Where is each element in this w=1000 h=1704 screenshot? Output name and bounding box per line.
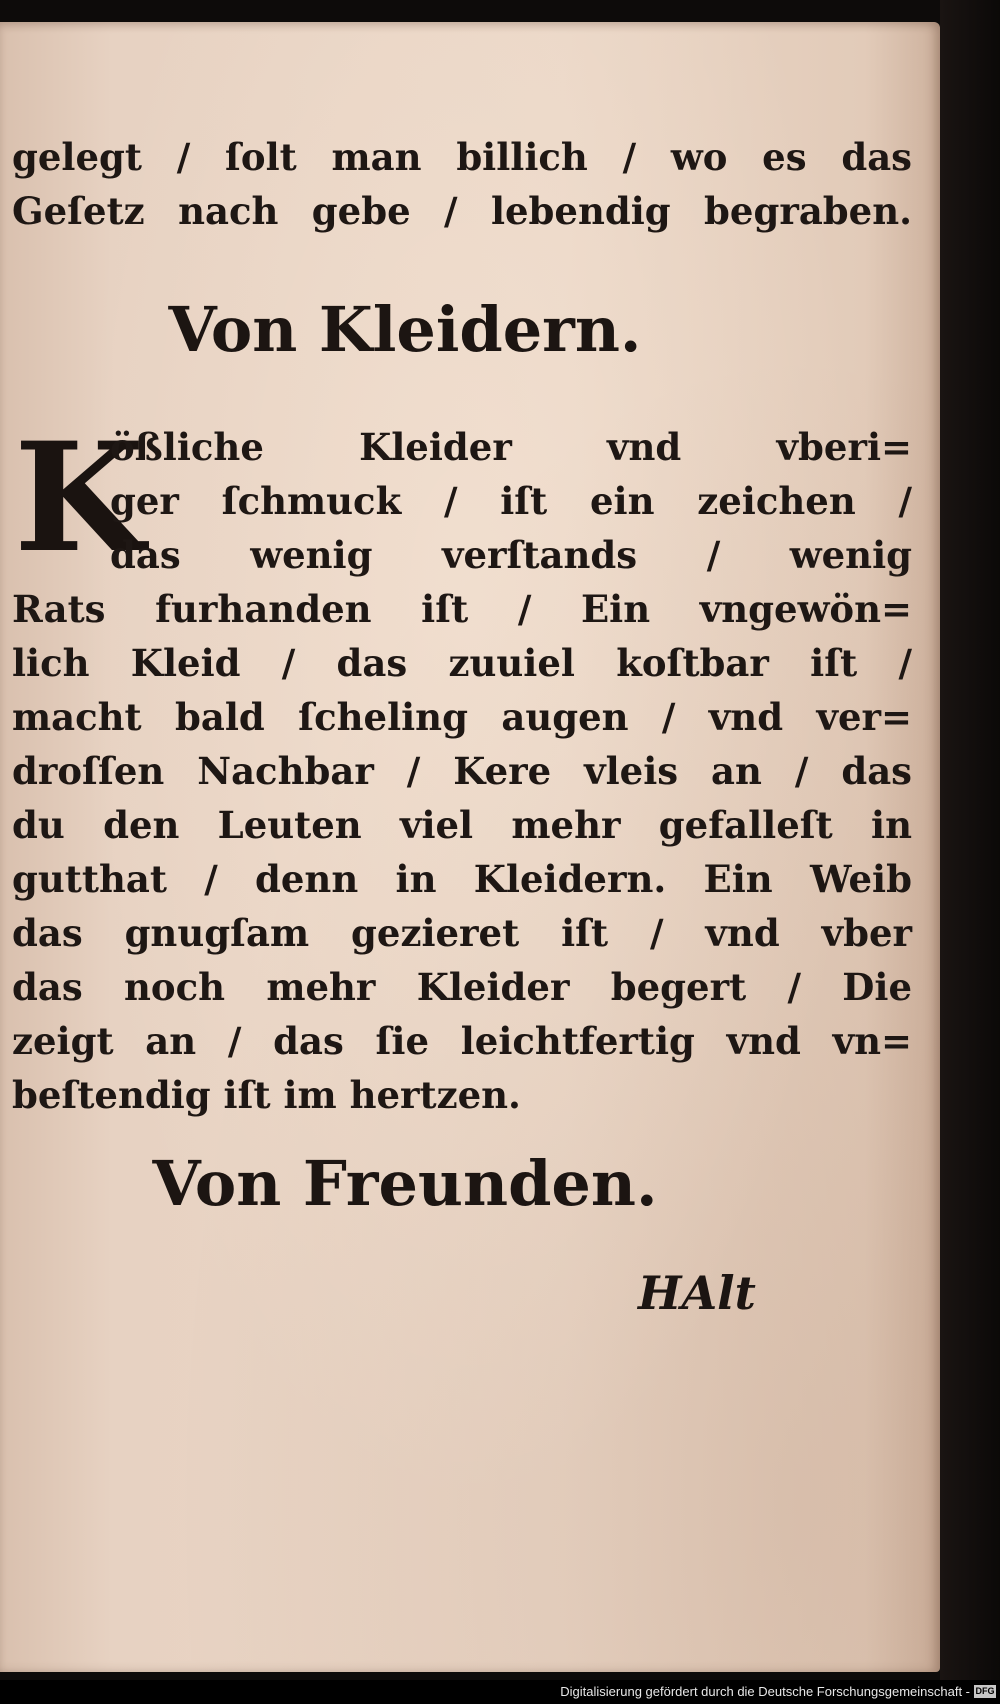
- scan-right-edge: [940, 0, 1000, 1680]
- footer-credit: Digitalisierung gefördert durch die Deutsche Forschungsgemeinschaft -: [560, 1684, 970, 1699]
- drop-cap-initial: K: [14, 410, 145, 586]
- section-heading-freunden: Von Freunden.: [152, 1147, 658, 1220]
- text-line: lich Kleid / das zuuiel koſtbar iſt /: [12, 641, 912, 685]
- text-line: gutthat / denn in Kleidern. Ein Weib: [12, 857, 912, 901]
- catchword: HAlt: [638, 1266, 756, 1320]
- continued-text: [12, 130, 912, 238]
- text-line: gelegt / ſolt man billich / wo es das: [12, 135, 912, 179]
- book-page: [0, 22, 940, 1672]
- text-line: ger ſchmuck / iſt ein zeichen /: [110, 479, 912, 523]
- dfg-logo: DFG: [975, 1686, 995, 1696]
- paragraph-kleidern: [12, 410, 912, 1122]
- text-line: das gnugſam gezieret iſt / vnd vber: [12, 911, 912, 955]
- text-line: Rats furhanden iſt / Ein vngewön=: [12, 587, 912, 631]
- text-line: das wenig verſtands / wenig: [110, 533, 912, 577]
- text-line: Geſetz nach gebe / lebendig begraben.: [12, 189, 912, 233]
- text-line: droſſen Nachbar / Kere vleis an / das: [12, 749, 912, 793]
- text-line: du den Leuten viel mehr gefalleſt in: [12, 803, 912, 847]
- section-heading-kleidern: Von Kleidern.: [168, 293, 642, 366]
- text-line: das noch mehr Kleider begert / Die: [12, 965, 912, 1009]
- text-line: ößliche Kleider vnd vberi=: [110, 425, 912, 469]
- footer-bar: [0, 1680, 1000, 1704]
- text-line: beſtendig iſt im hertzen.: [12, 1073, 521, 1117]
- text-line: zeigt an / das ſie leichtfertig vnd vn=: [12, 1019, 912, 1063]
- text-line: macht bald ſcheling augen / vnd ver=: [12, 695, 912, 739]
